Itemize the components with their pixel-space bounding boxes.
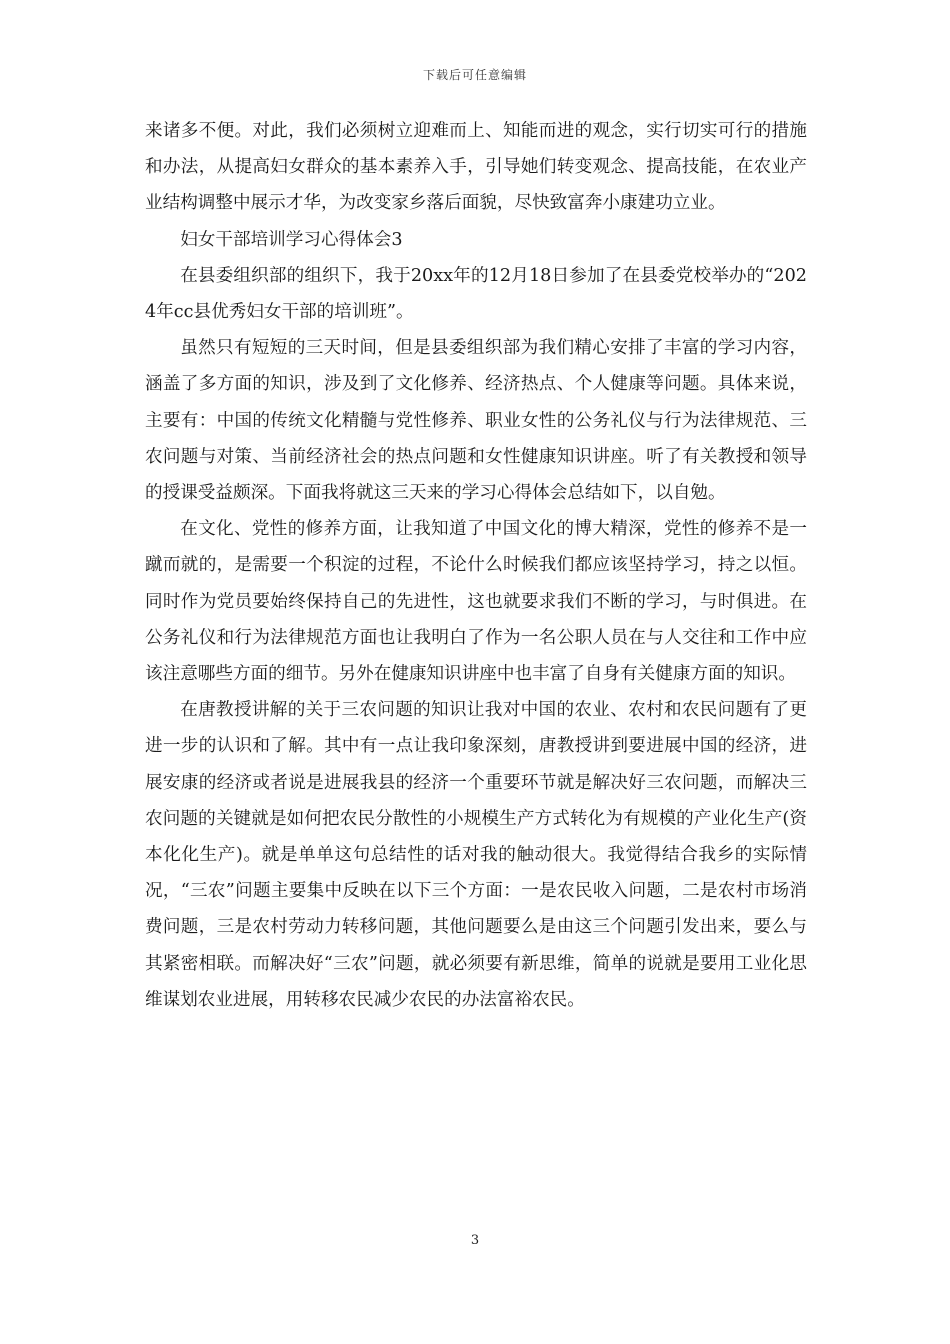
page-header: 下载后可任意编辑 <box>422 68 527 82</box>
paragraph-culture-party: 在文化、党性的修养方面，让我知道了中国文化的博大精深，党性的修养不是一蹴而就的，是需要一个积淀的过程，不论什么时候我们都应该坚持学习，持之以恒。同时作为党员要始终保持自己的先进性，这也就要求我们不断的学习，与时俱进。在公务礼仪和行为法律规范方面也让我明白了作为一名公职人员在与人交往和工作中应该注意哪些方面的细节。另外在健康知识讲座中也丰富了自身有关健康方面的知识。 <box>145 519 807 685</box>
paragraph-three-rural-issues: 在唐教授讲解的关于三农问题的知识让我对中国的农业、农村和农民问题有了更进一步的认识和了解。其中有一点让我印象深刻，唐教授讲到要进展中国的经济，进展安康的经济或者说是进展我县的经济一个重要环节就是解决好三农问题，而解决三农问题的关键就是如何把农民分散性的小规模生产方式转化为有规模的产业化生产(资本化化生产)。就是单单这句总结性的话对我的触动很大。我觉得结合我乡的实际情况，“三农”问题主要集中反映在以下三个方面：一是农民收入问题，二是农村市场消费问题，三是农村劳动力转移问题，其他问题要么是由这三个问题引发出来，要么与其紧密相联。而解决好“三农”问题，就必须要有新思维，简单的说就是要用工业化思维谋划农业进展，用转移农民减少农民的办法富裕农民。 <box>145 700 807 1010</box>
page-number: 3 <box>470 1233 480 1248</box>
paragraph-course-content: 虽然只有短短的三天时间，但是县委组织部为我们精心安排了丰富的学习内容，涵盖了多方面的知识，涉及到了文化修养、经济热点、个人健康等问题。具体来说，主要有：中国的传统文化精髓与党性修养、职业女性的公务礼仪与行为法律规范、三农问题与对策、当前经济社会的热点问题和女性健康知识讲座。听了有关教授和领导的授课受益颇深。下面我将就这三天来的学习心得体会总结如下，以自勉。 <box>145 338 807 504</box>
document-body <box>145 113 807 1018</box>
section-heading: 妇女干部培训学习心得体会3 <box>180 229 403 250</box>
paragraph-training-intro: 在县委组织部的组织下，我于20xx年的12月18日参加了在县委党校举办的“2024年cc县优秀妇女干部的培训班”。 <box>145 265 807 323</box>
paragraph-continuation: 来诸多不便。对此，我们必须树立迎难而上、知能而进的观念，实行切实可行的措施和办法，从提高妇女群众的基本素养入手，引导她们转变观念、提高技能，在农业产业结构调整中展示才华，为改变家乡落后面貌，尽快致富奔小康建功立业。 <box>145 121 807 214</box>
